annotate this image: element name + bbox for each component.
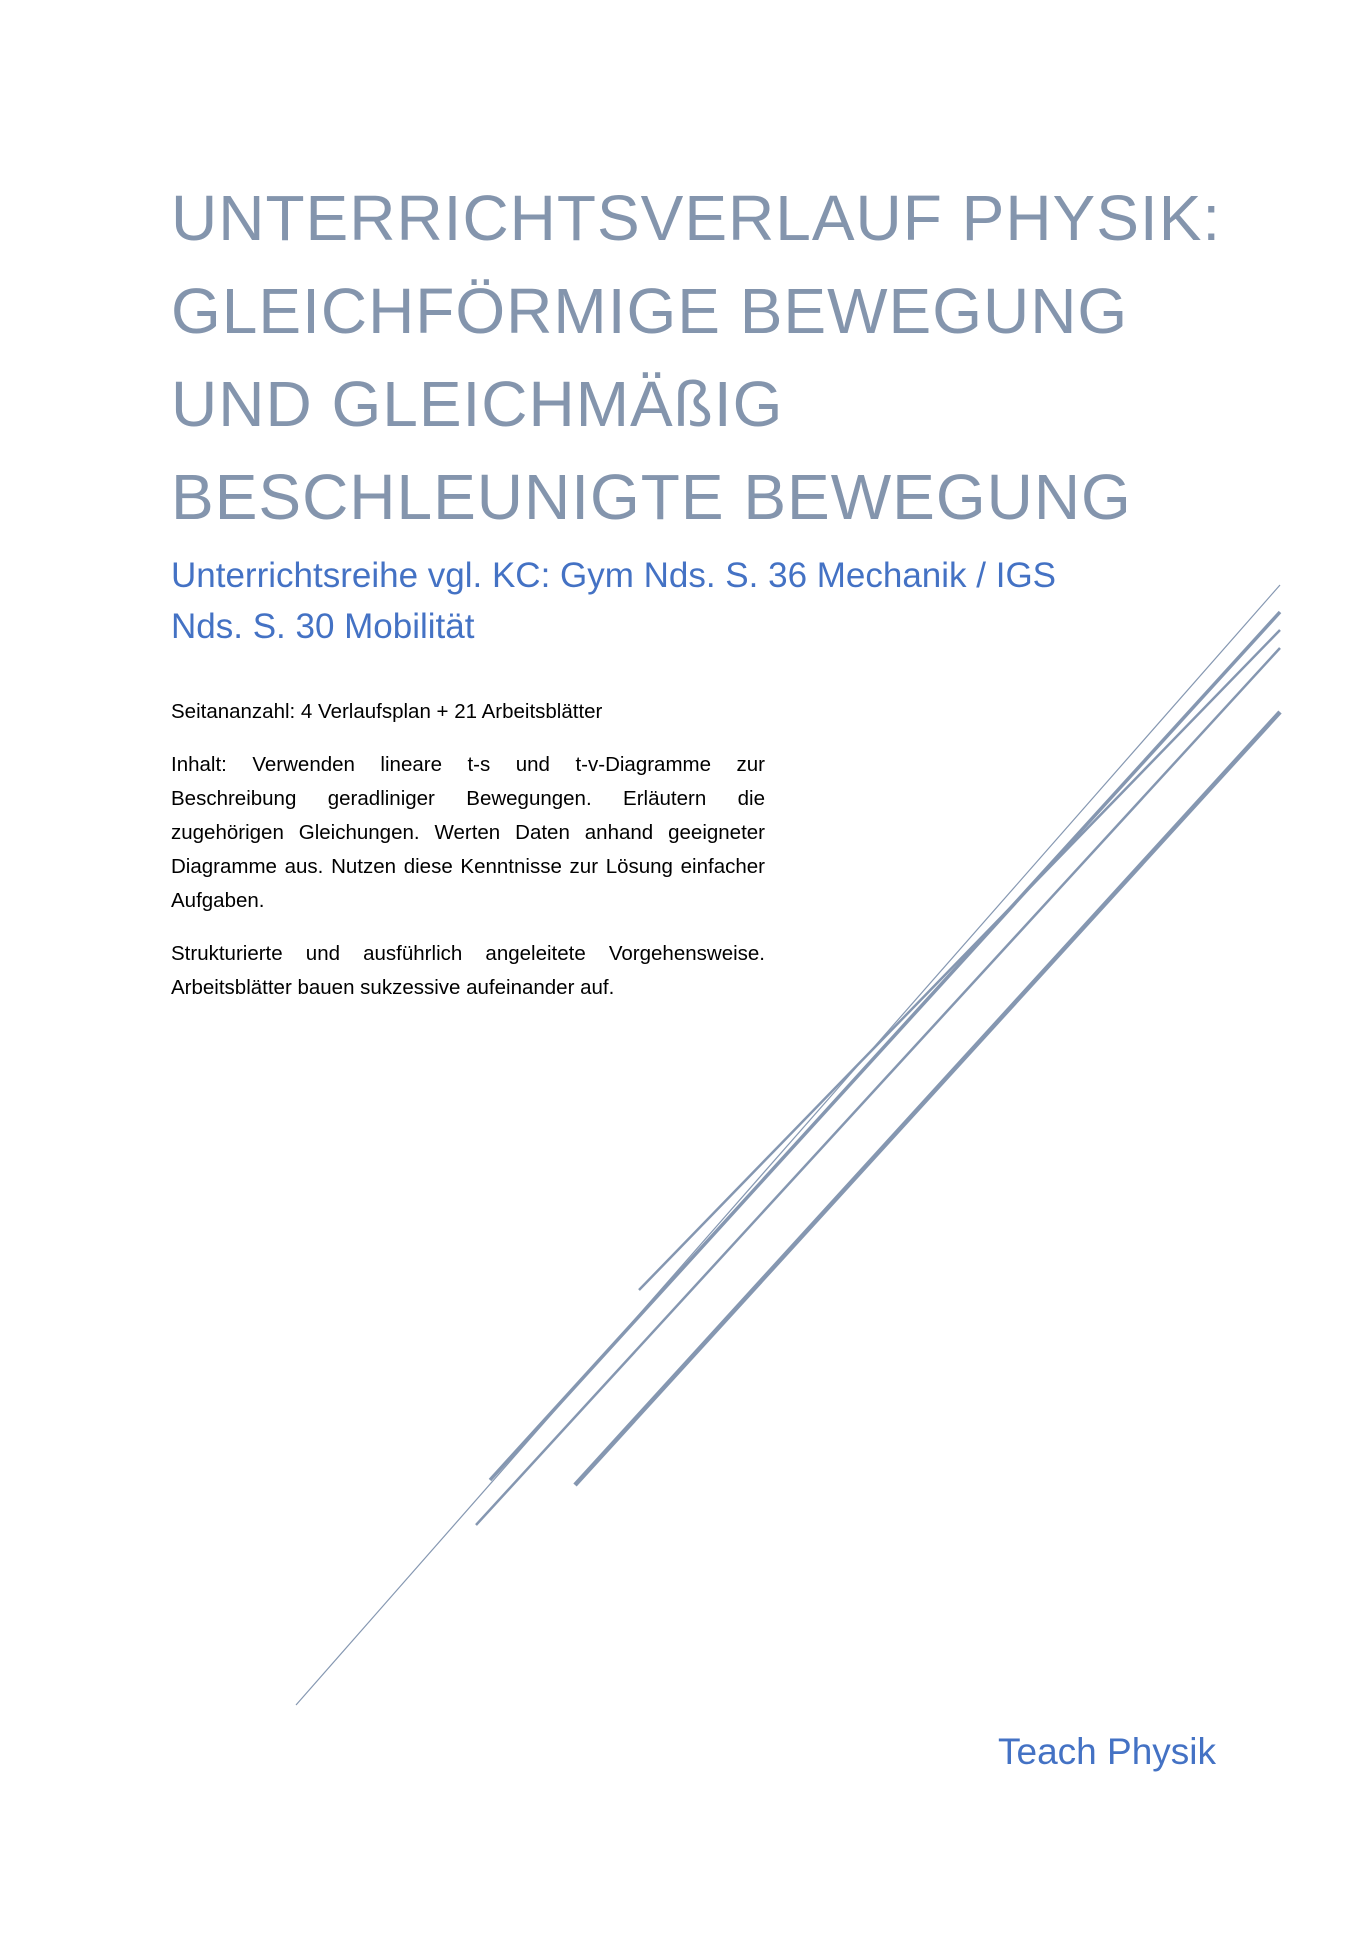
content-paragraph: Inhalt: Verwenden lineare t-s und t-v-Diagramme zur Beschreibung geradliniger Bewegungen. Erläutern die zugehörigen Gleichungen. Werten Daten anhand geeigneter Diagramme aus. Nutzen diese Kenntnisse zur Lösung einfacher Aufgaben. xyxy=(171,753,765,912)
decorative-line-4 xyxy=(476,648,1280,1525)
title-line-2: GLEICHFÖRMIGE BEWEGUNG xyxy=(171,275,1129,347)
decorative-line-2 xyxy=(639,630,1280,1290)
decorative-line-3 xyxy=(490,612,1280,1480)
page-count-paragraph: Seitananzahl: 4 Verlaufsplan + 21 Arbeitsblätter xyxy=(171,700,603,723)
subtitle-line-1: Unterrichtsreihe vgl. KC: Gym Nds. S. 36 Mechanik / IGS xyxy=(171,556,1057,595)
decorative-line-5 xyxy=(575,712,1280,1485)
decorative-line-1 xyxy=(296,585,1280,1705)
title-line-1: UNTERRICHTSVERLAUF PHYSIK: xyxy=(171,182,1222,254)
title-line-4: BESCHLEUNIGTE BEWEGUNG xyxy=(171,461,1132,533)
title-line-3: UND GLEICHMÄßIG xyxy=(171,368,784,440)
approach-paragraph: Strukturierte und ausführlich angeleitete Vorgehensweise. Arbeitsblätter bauen sukzessive aufeinander auf. xyxy=(171,942,765,999)
subtitle-line-2: Nds. S. 30 Mobilität xyxy=(171,607,475,646)
author-name: Teach Physik xyxy=(998,1731,1216,1772)
